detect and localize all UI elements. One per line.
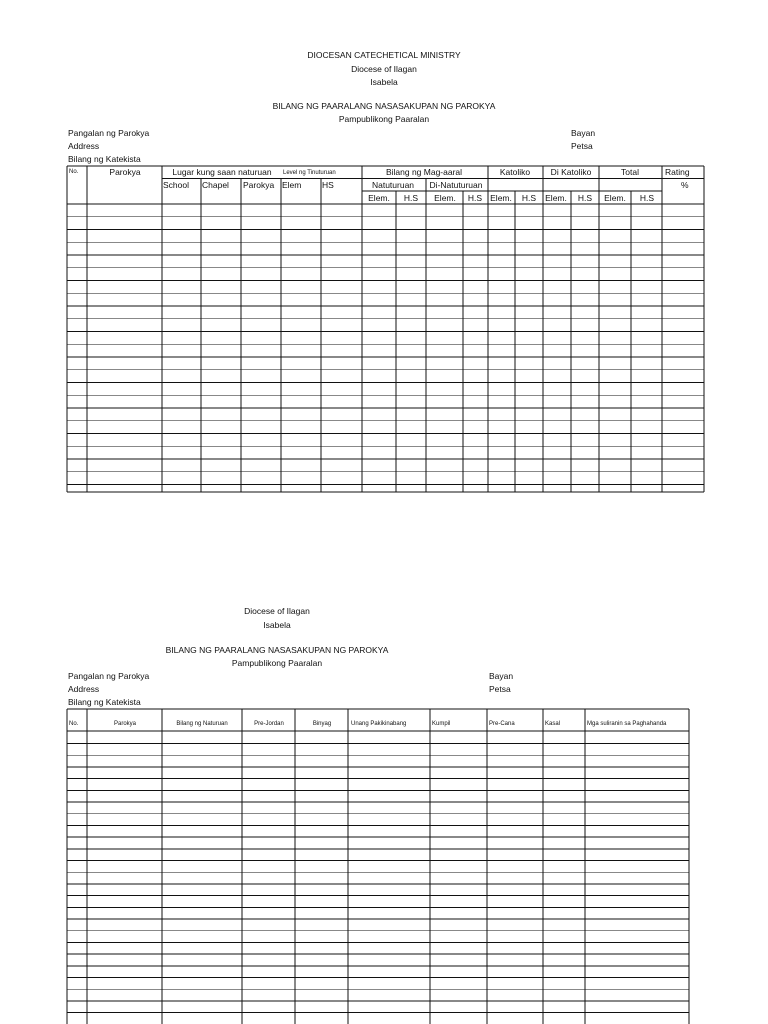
catechist-count-label-2: Bilang ng Katekista: [68, 697, 141, 707]
col2-binyag: Binyag: [312, 721, 332, 727]
col-chapel: Chapel: [202, 180, 229, 190]
org-title: DIOCESAN CATECHETICAL MINISTRY: [307, 50, 461, 60]
col-natuturuan-hs: H.S: [403, 193, 419, 203]
catechist-count-label: Bilang ng Katekista: [68, 154, 141, 164]
col-percent: %: [681, 180, 689, 190]
col-level: Level ng Tinuturuan: [283, 170, 336, 176]
col-di-katoliko: Di Katoliko: [550, 167, 592, 177]
col-di-natuturuan: Di-Natuturuan: [429, 180, 483, 190]
diocese-name: Diocese of Ilagan: [351, 64, 417, 74]
col-parokya-sub: Parokya: [243, 180, 275, 190]
date-label: Petsa: [571, 141, 593, 151]
col2-no: No.: [69, 721, 79, 727]
form-subtitle: Pampublikong Paaralan: [338, 114, 430, 124]
col-no: No.: [69, 169, 79, 175]
province-name: Isabela: [370, 77, 398, 87]
col-natuturuan-elem: Elem.: [368, 193, 390, 203]
col-katoliko-elem: Elem.: [490, 193, 512, 203]
town-label-2: Bayan: [489, 671, 514, 681]
col-di-katoliko-elem: Elem.: [545, 193, 567, 203]
col-katoliko: Katoliko: [499, 167, 531, 177]
col2-pre-jordan: Pre-Jordan: [254, 721, 284, 727]
col-lugar: Lugar kung saan naturuan: [172, 167, 272, 177]
col-parokya: Parokya: [109, 167, 141, 177]
col2-parokya: Parokya: [113, 721, 137, 727]
col2-kasal: Kasal: [545, 721, 561, 727]
town-label: Bayan: [571, 128, 596, 138]
col2-mga-suliranin: Mga suliranin sa Paghahanda: [587, 721, 667, 727]
col-di-natuturuan-hs: H.S: [467, 193, 483, 203]
col-total: Total: [621, 167, 639, 177]
province-name-2: Isabela: [263, 620, 291, 630]
col-natuturuan: Natuturuan: [371, 180, 415, 190]
col-school: School: [163, 180, 189, 190]
col-bilang-mag-aaral: Bilang ng Mag-aaral: [385, 167, 463, 177]
form-subtitle-2: Pampublikong Paaralan: [231, 658, 323, 668]
col2-pre-cana: Pre-Cana: [489, 721, 515, 727]
col2-bilang-naturuan: Bilang ng Naturuan: [176, 721, 228, 727]
form-title: BILANG NG PAARALANG NASASAKUPAN NG PAROKYA: [272, 101, 496, 111]
col-katoliko-hs: H.S: [521, 193, 537, 203]
col-total-elem: Elem.: [604, 193, 626, 203]
col-di-katoliko-hs: H.S: [577, 193, 593, 203]
col-di-natuturuan-elem: Elem.: [434, 193, 456, 203]
address-label: Address: [68, 141, 100, 151]
date-label-2: Petsa: [489, 684, 511, 694]
col-elem: Elem: [282, 180, 302, 190]
col-rating: Rating: [665, 167, 690, 177]
col2-kumpil: Kumpil: [432, 721, 451, 727]
parish-name-label-2: Pangalan ng Parokya: [68, 671, 150, 681]
col-total-hs: H.S: [639, 193, 655, 203]
diocese-name-2: Diocese of Ilagan: [244, 606, 310, 616]
address-label-2: Address: [68, 684, 100, 694]
form-title-2: BILANG NG PAARALANG NASASAKUPAN NG PAROKYA: [165, 645, 389, 655]
col2-unang-pakikinabang: Unang Pakikinabang: [351, 721, 407, 727]
parish-name-label: Pangalan ng Parokya: [68, 128, 150, 138]
col-hs: HS: [322, 180, 334, 190]
